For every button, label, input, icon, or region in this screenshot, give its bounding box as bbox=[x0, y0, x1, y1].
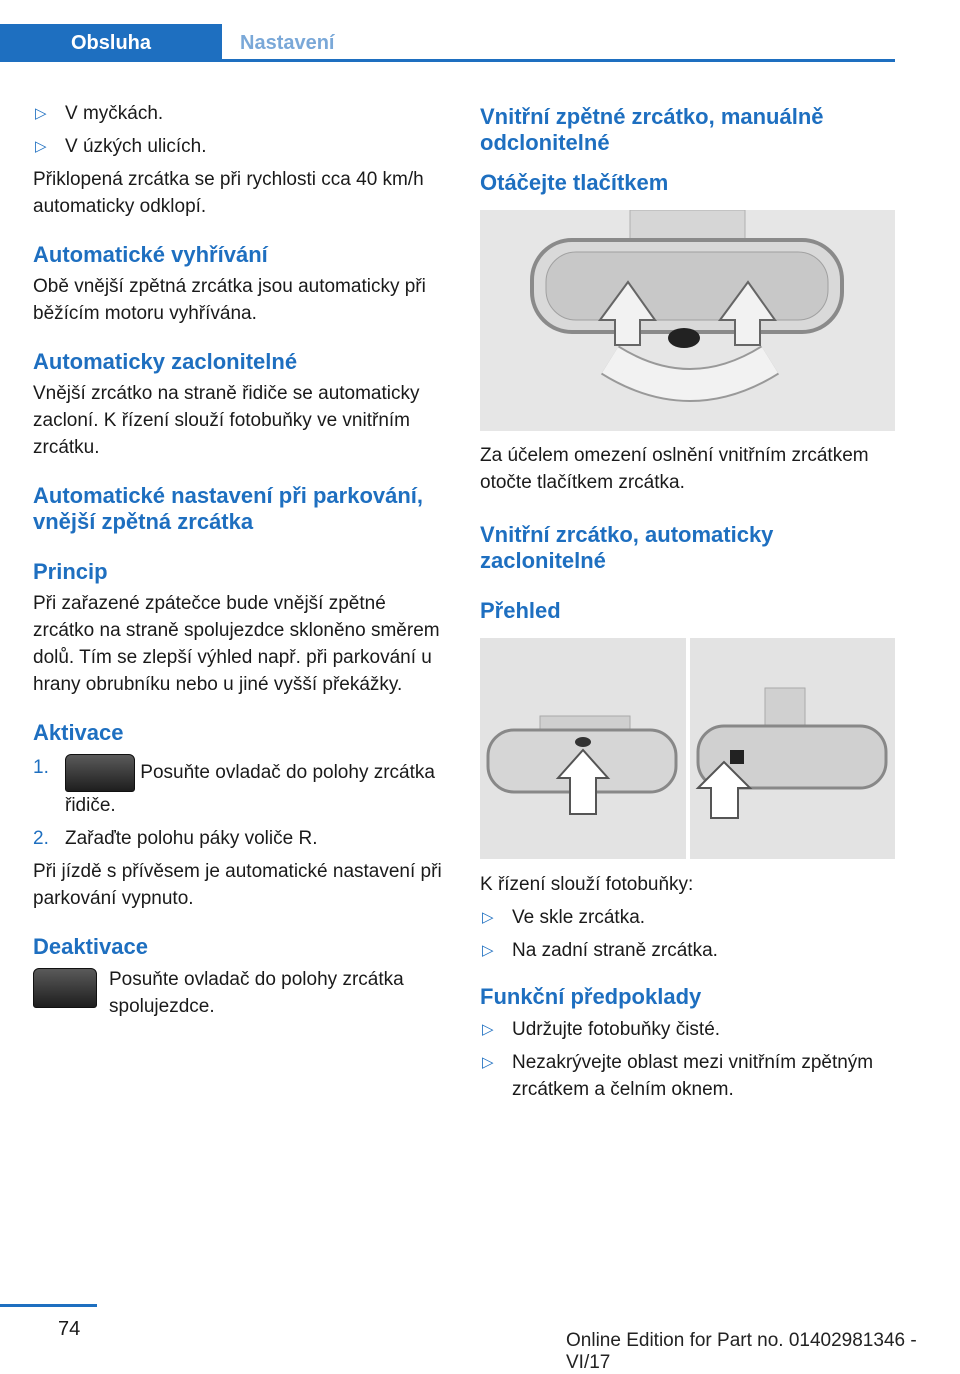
triangle-bullet-icon: ▷ bbox=[482, 942, 494, 959]
heading-dimming: Automaticky zaclonitelné bbox=[33, 349, 298, 374]
mirror-turn-illustration bbox=[480, 210, 895, 431]
header-tabs bbox=[0, 0, 895, 62]
deactivation-block bbox=[33, 966, 448, 1020]
tab-nastaveni[interactable]: Nastavení bbox=[240, 32, 335, 54]
top-bullet-list bbox=[33, 100, 448, 160]
tab-obsluha[interactable]: Obsluha bbox=[0, 24, 222, 62]
page-number: 74 bbox=[58, 1318, 81, 1340]
activation-steps bbox=[33, 754, 448, 852]
step-number: 2. bbox=[33, 828, 49, 849]
list-item: ▷ Ve skle zrcátka. bbox=[480, 904, 895, 931]
triangle-bullet-icon: ▷ bbox=[35, 105, 47, 122]
heading-prerequisites: Funkční předpoklady bbox=[480, 984, 702, 1009]
step-number: 1. bbox=[33, 757, 49, 778]
photocells-paragraph: K řízení slouží fotobuňky: bbox=[480, 874, 694, 895]
heading-turn-button: Otáčejte tlačítkem bbox=[480, 170, 669, 195]
heading-deactivation: Deaktivace bbox=[33, 934, 148, 959]
figure-photocells bbox=[480, 638, 895, 859]
triangle-bullet-icon: ▷ bbox=[482, 909, 494, 926]
list-item: ▷ V úzkých ulicích. bbox=[33, 133, 448, 160]
figure-mirror-turn bbox=[480, 210, 895, 431]
turn-paragraph: Za účelem omezení oslnění vnitřním zrcátkem otočte tlačítkem zrcátka. bbox=[480, 445, 869, 493]
photocells-illustration bbox=[480, 638, 895, 859]
prerequisites-list bbox=[480, 1016, 895, 1103]
deactivation-paragraph: Posuňte ovladač do polohy zrcátka spolujezdce. bbox=[109, 969, 404, 1017]
heading-principle: Princip bbox=[33, 559, 108, 584]
fold-paragraph: Přiklopená zrcátka se při rychlosti cca 40 km/h automaticky odklopí. bbox=[33, 169, 424, 217]
right-column bbox=[480, 100, 895, 1109]
triangle-bullet-icon: ▷ bbox=[35, 138, 47, 155]
triangle-bullet-icon: ▷ bbox=[482, 1054, 494, 1071]
left-column bbox=[33, 100, 448, 1020]
heading-overview: Přehled bbox=[480, 598, 561, 623]
dimming-paragraph: Vnější zrcátko na straně řidiče se automaticky zacloní. K řízení slouží fotobuňky ve vnitřním zrcátku. bbox=[33, 383, 420, 458]
list-item: ▷ Udržujte fotobuňky čisté. bbox=[480, 1016, 895, 1043]
list-item: 1. Posuňte ovladač do polohy zrcátka řidiče. bbox=[33, 754, 448, 819]
heading-parking: Automatické nastavení při parkování, vnější zpětná zrcátka bbox=[33, 483, 424, 534]
principle-paragraph: Při zařazené zpátečce bude vnější zpětné zrcátko na straně spolujezdce skloněno směrem dolů. Tím se zlepší výhled např. při parkování u hrany obrubníku nebo u jiné vyšší překážky. bbox=[33, 593, 440, 695]
heading-heating: Automatické vyhřívání bbox=[33, 242, 268, 267]
trailer-paragraph: Při jízdě s přívěsem je automatické nastavení při parkování vypnuto. bbox=[33, 861, 442, 909]
triangle-bullet-icon: ▷ bbox=[482, 1021, 494, 1038]
header-divider bbox=[0, 59, 895, 62]
photocells-list bbox=[480, 904, 895, 964]
mirror-switch-passenger-icon bbox=[33, 968, 97, 1008]
list-item: ▷ V myčkách. bbox=[33, 100, 448, 127]
edition-note: Online Edition for Part no. 01402981346 - VI/17 bbox=[566, 1330, 917, 1373]
heading-manual-mirror: Vnitřní zpětné zrcátko, manuálně odclonitelné bbox=[480, 104, 824, 155]
footer-divider bbox=[0, 1304, 97, 1307]
heading-activation: Aktivace bbox=[33, 720, 124, 745]
heating-paragraph: Obě vnější zpětná zrcátka jsou automaticky při běžícím motoru vyhřívána. bbox=[33, 276, 426, 324]
list-item: ▷ Nezakrývejte oblast mezi vnitřním zpětným zrcátkem a čelním oknem. bbox=[480, 1049, 895, 1103]
mirror-switch-driver-icon bbox=[65, 754, 135, 792]
list-item: ▷ Na zadní straně zrcátka. bbox=[480, 937, 895, 964]
heading-auto-mirror: Vnitřní zrcátko, automaticky zaclonitelné bbox=[480, 522, 774, 573]
list-item: 2. Zařaďte polohu páky voliče R. bbox=[33, 825, 448, 852]
